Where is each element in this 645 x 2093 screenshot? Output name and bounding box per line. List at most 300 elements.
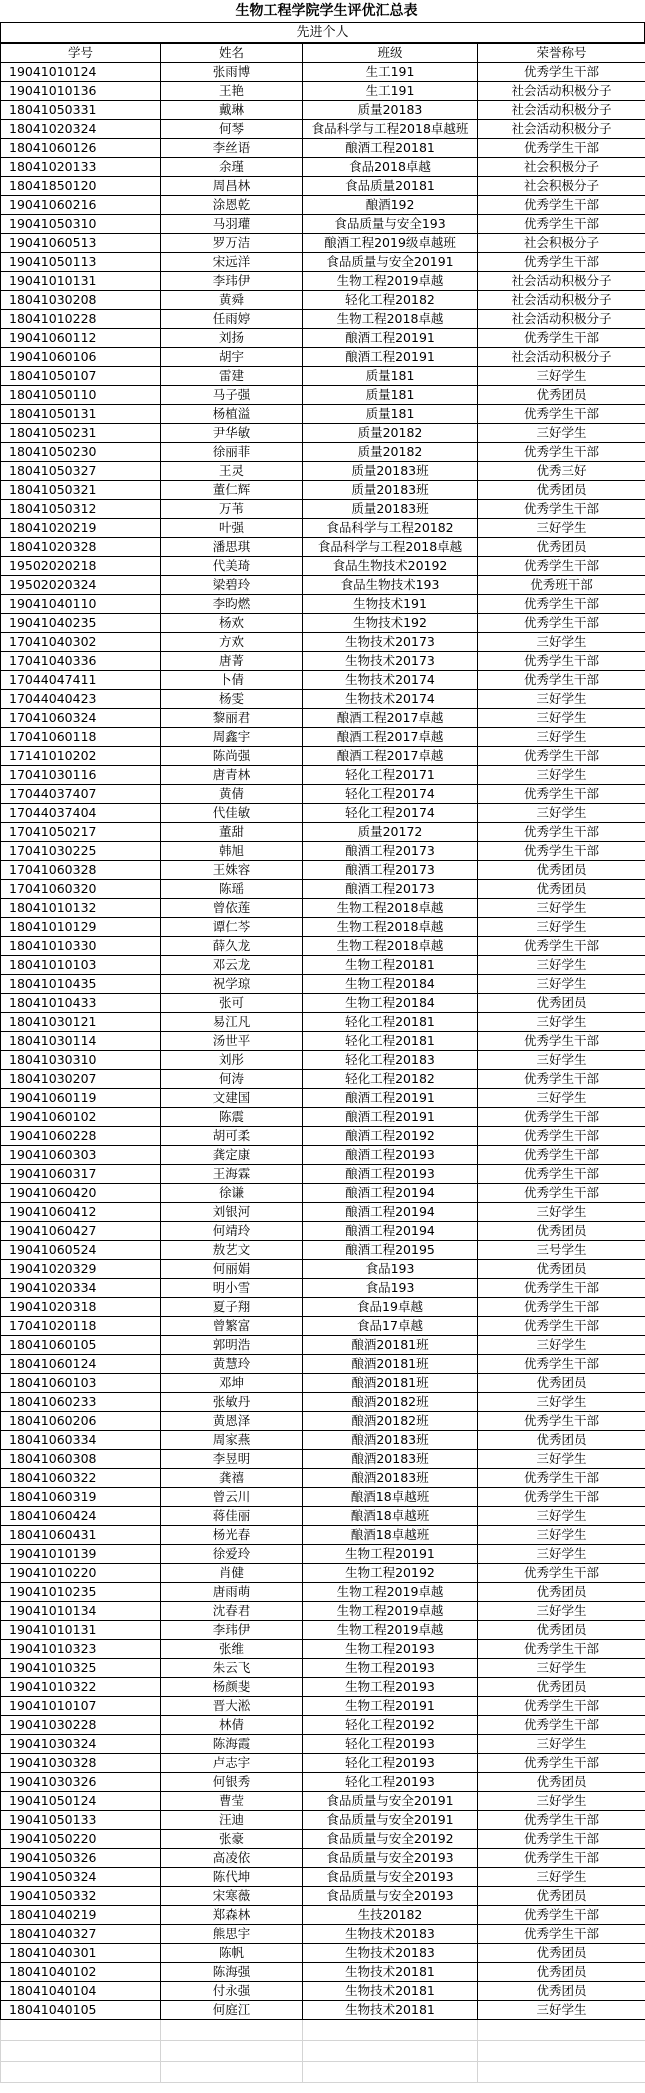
table-row[interactable]: [1, 1222, 645, 1241]
class-cell[interactable]: 轻化工程20183: [303, 1051, 478, 1070]
table-row[interactable]: [1, 120, 645, 139]
empty-cell[interactable]: [161, 2041, 303, 2062]
name-cell[interactable]: 黄恩泽: [161, 1412, 303, 1431]
honor-cell[interactable]: 优秀学生干部: [478, 652, 645, 671]
table-row[interactable]: [1, 215, 645, 234]
table-row[interactable]: [1, 1583, 645, 1602]
honor-cell[interactable]: 优秀团员: [478, 994, 645, 1013]
table-row[interactable]: [1, 405, 645, 424]
name-cell[interactable]: 王姝容: [161, 861, 303, 880]
name-cell[interactable]: 林倩: [161, 1716, 303, 1735]
student-id-cell[interactable]: 18041060334: [1, 1431, 161, 1450]
student-id-cell[interactable]: 18041040301: [1, 1944, 161, 1963]
name-cell[interactable]: 陈尚强: [161, 747, 303, 766]
table-row[interactable]: [1, 462, 645, 481]
name-cell[interactable]: 敖艺文: [161, 1241, 303, 1260]
student-id-cell[interactable]: 19041060216: [1, 196, 161, 215]
class-cell[interactable]: 质量20182: [303, 443, 478, 462]
student-id-cell[interactable]: 18041050312: [1, 500, 161, 519]
class-cell[interactable]: 生物工程2019卓越: [303, 1621, 478, 1640]
honor-cell[interactable]: 优秀团员: [478, 1222, 645, 1241]
table-row[interactable]: [1, 861, 645, 880]
name-cell[interactable]: 杨植溢: [161, 405, 303, 424]
class-cell[interactable]: 生技20182: [303, 1906, 478, 1925]
honor-cell[interactable]: 优秀学生干部: [478, 329, 645, 348]
student-id-cell[interactable]: 18041050230: [1, 443, 161, 462]
student-id-cell[interactable]: 19041020329: [1, 1260, 161, 1279]
name-cell[interactable]: 邓坤: [161, 1374, 303, 1393]
class-cell[interactable]: 生物技术192: [303, 614, 478, 633]
class-cell[interactable]: 质量20183班: [303, 481, 478, 500]
table-row[interactable]: [1, 139, 645, 158]
table-row[interactable]: [1, 823, 645, 842]
honor-cell[interactable]: 优秀学生干部: [478, 842, 645, 861]
class-cell[interactable]: 食品193: [303, 1260, 478, 1279]
name-cell[interactable]: 余瑾: [161, 158, 303, 177]
table-row[interactable]: [1, 766, 645, 785]
name-cell[interactable]: 文建国: [161, 1089, 303, 1108]
student-id-cell[interactable]: 18041040104: [1, 1982, 161, 2001]
class-cell[interactable]: 食品科学与工程20182: [303, 519, 478, 538]
name-cell[interactable]: 何银秀: [161, 1773, 303, 1792]
name-cell[interactable]: 薛久龙: [161, 937, 303, 956]
class-cell[interactable]: 轻化工程20193: [303, 1735, 478, 1754]
table-row[interactable]: [1, 1488, 645, 1507]
name-cell[interactable]: 徐爱玲: [161, 1545, 303, 1564]
student-id-cell[interactable]: 18041020219: [1, 519, 161, 538]
table-row[interactable]: [1, 348, 645, 367]
honor-cell[interactable]: 优秀团员: [478, 386, 645, 405]
name-cell[interactable]: 蒋佳丽: [161, 1507, 303, 1526]
empty-row[interactable]: [1, 2041, 645, 2062]
honor-cell[interactable]: 优秀团员: [478, 880, 645, 899]
table-row[interactable]: [1, 1621, 645, 1640]
honor-cell[interactable]: 优秀团员: [478, 1678, 645, 1697]
name-cell[interactable]: 万苇: [161, 500, 303, 519]
name-cell[interactable]: 晋大淞: [161, 1697, 303, 1716]
student-id-cell[interactable]: 19041060513: [1, 234, 161, 253]
class-cell[interactable]: 食品19卓越: [303, 1298, 478, 1317]
name-cell[interactable]: 黎丽君: [161, 709, 303, 728]
honor-cell[interactable]: 三好学生: [478, 1450, 645, 1469]
student-id-cell[interactable]: 18041060103: [1, 1374, 161, 1393]
class-cell[interactable]: 轻化工程20174: [303, 785, 478, 804]
table-row[interactable]: [1, 1279, 645, 1298]
honor-cell[interactable]: 优秀学生干部: [478, 63, 645, 82]
honor-cell[interactable]: 优秀团员: [478, 1887, 645, 1906]
student-id-cell[interactable]: 17044047411: [1, 671, 161, 690]
honor-cell[interactable]: 优秀团员: [478, 1963, 645, 1982]
name-cell[interactable]: 何涛: [161, 1070, 303, 1089]
honor-cell[interactable]: 优秀学生干部: [478, 1032, 645, 1051]
honor-cell[interactable]: 优秀学生干部: [478, 1298, 645, 1317]
honor-cell[interactable]: 优秀团员: [478, 1260, 645, 1279]
class-cell[interactable]: 生物技术20183: [303, 1944, 478, 1963]
name-cell[interactable]: 黄慧玲: [161, 1355, 303, 1374]
name-cell[interactable]: 张豪: [161, 1830, 303, 1849]
class-cell[interactable]: 生物工程20193: [303, 1640, 478, 1659]
student-id-cell[interactable]: 18041010103: [1, 956, 161, 975]
student-id-cell[interactable]: 19502020218: [1, 557, 161, 576]
table-row[interactable]: [1, 918, 645, 937]
honor-cell[interactable]: 三好学生: [478, 519, 645, 538]
honor-cell[interactable]: 优秀学生干部: [478, 405, 645, 424]
table-row[interactable]: [1, 1792, 645, 1811]
student-id-cell[interactable]: 18041050231: [1, 424, 161, 443]
name-cell[interactable]: 胡宇: [161, 348, 303, 367]
student-id-cell[interactable]: 19041010131: [1, 272, 161, 291]
class-cell[interactable]: 酿酒工程2019级卓越班: [303, 234, 478, 253]
student-id-cell[interactable]: 17041020118: [1, 1317, 161, 1336]
table-row[interactable]: [1, 1355, 645, 1374]
honor-cell[interactable]: 优秀学生干部: [478, 614, 645, 633]
table-row[interactable]: [1, 633, 645, 652]
honor-cell[interactable]: 优秀团员: [478, 1944, 645, 1963]
name-cell[interactable]: 李昀燃: [161, 595, 303, 614]
table-row[interactable]: [1, 500, 645, 519]
table-row[interactable]: [1, 557, 645, 576]
student-id-cell[interactable]: 18041020324: [1, 120, 161, 139]
class-cell[interactable]: 酿酒工程20192: [303, 1127, 478, 1146]
honor-cell[interactable]: 优秀学生干部: [478, 1070, 645, 1089]
table-row[interactable]: [1, 804, 645, 823]
class-cell[interactable]: 生物技术20174: [303, 671, 478, 690]
honor-cell[interactable]: 三好学生: [478, 899, 645, 918]
honor-cell[interactable]: 优秀学生干部: [478, 785, 645, 804]
honor-cell[interactable]: 三好学生: [478, 367, 645, 386]
name-cell[interactable]: 李玮伊: [161, 1621, 303, 1640]
student-id-cell[interactable]: 19041060317: [1, 1165, 161, 1184]
name-cell[interactable]: 罗万洁: [161, 234, 303, 253]
name-cell[interactable]: 雷建: [161, 367, 303, 386]
table-row[interactable]: [1, 1868, 645, 1887]
table-row[interactable]: [1, 424, 645, 443]
name-cell[interactable]: 卜倩: [161, 671, 303, 690]
student-id-cell[interactable]: 19041010131: [1, 1621, 161, 1640]
honor-cell[interactable]: 优秀团员: [478, 1982, 645, 2001]
honor-cell[interactable]: 三好学生: [478, 1602, 645, 1621]
class-cell[interactable]: 酿酒工程20191: [303, 1089, 478, 1108]
class-cell[interactable]: 生物工程20184: [303, 994, 478, 1013]
table-row[interactable]: [1, 1184, 645, 1203]
table-row[interactable]: [1, 1564, 645, 1583]
honor-cell[interactable]: 三好学生: [478, 1089, 645, 1108]
class-cell[interactable]: 生物技术20173: [303, 652, 478, 671]
class-cell[interactable]: 酿酒工程2017卓越: [303, 709, 478, 728]
name-cell[interactable]: 王海霖: [161, 1165, 303, 1184]
name-cell[interactable]: 张敏丹: [161, 1393, 303, 1412]
table-row[interactable]: [1, 1260, 645, 1279]
name-cell[interactable]: 代美琦: [161, 557, 303, 576]
table-row[interactable]: [1, 1203, 645, 1222]
class-cell[interactable]: 生物工程2018卓越: [303, 310, 478, 329]
name-cell[interactable]: 胡可柔: [161, 1127, 303, 1146]
honor-cell[interactable]: 优秀学生干部: [478, 1355, 645, 1374]
honor-cell[interactable]: 优秀团员: [478, 1773, 645, 1792]
class-cell[interactable]: 酿酒工程2017卓越: [303, 728, 478, 747]
student-id-cell[interactable]: 18041850120: [1, 177, 161, 196]
name-cell[interactable]: 刘彤: [161, 1051, 303, 1070]
class-cell[interactable]: 酿酒工程20191: [303, 348, 478, 367]
honor-cell[interactable]: 优秀学生干部: [478, 1849, 645, 1868]
honor-cell[interactable]: 三好学生: [478, 690, 645, 709]
name-cell[interactable]: 唐菁: [161, 652, 303, 671]
honor-cell[interactable]: 优秀学生干部: [478, 1146, 645, 1165]
class-cell[interactable]: 质量20172: [303, 823, 478, 842]
table-row[interactable]: [1, 272, 645, 291]
honor-cell[interactable]: 三好学生: [478, 1393, 645, 1412]
class-cell[interactable]: 食品质量与安全20193: [303, 1887, 478, 1906]
student-id-cell[interactable]: 18041010129: [1, 918, 161, 937]
student-id-cell[interactable]: 18041010330: [1, 937, 161, 956]
student-id-cell[interactable]: 17044037407: [1, 785, 161, 804]
name-cell[interactable]: 韩旭: [161, 842, 303, 861]
table-row[interactable]: [1, 785, 645, 804]
student-id-cell[interactable]: 18041060105: [1, 1336, 161, 1355]
table-row[interactable]: [1, 1089, 645, 1108]
table-row[interactable]: [1, 1545, 645, 1564]
student-id-cell[interactable]: 19041060228: [1, 1127, 161, 1146]
class-cell[interactable]: 生物技术20174: [303, 690, 478, 709]
table-row[interactable]: [1, 1811, 645, 1830]
class-cell[interactable]: 生物技术20173: [303, 633, 478, 652]
student-id-cell[interactable]: 19041050113: [1, 253, 161, 272]
name-cell[interactable]: 董仁辉: [161, 481, 303, 500]
honor-cell[interactable]: 三好学生: [478, 1013, 645, 1032]
student-id-cell[interactable]: 19041030324: [1, 1735, 161, 1754]
honor-cell[interactable]: 优秀学生干部: [478, 215, 645, 234]
student-id-cell[interactable]: 18041060126: [1, 139, 161, 158]
table-row[interactable]: [1, 158, 645, 177]
name-cell[interactable]: 马羽瓘: [161, 215, 303, 234]
name-cell[interactable]: 涂恩乾: [161, 196, 303, 215]
name-cell[interactable]: 张维: [161, 1640, 303, 1659]
class-cell[interactable]: 质量181: [303, 386, 478, 405]
student-id-cell[interactable]: 18041060233: [1, 1393, 161, 1412]
student-id-cell[interactable]: 19041050133: [1, 1811, 161, 1830]
student-id-cell[interactable]: 18041030114: [1, 1032, 161, 1051]
honor-cell[interactable]: 三好学生: [478, 1051, 645, 1070]
class-cell[interactable]: 轻化工程20181: [303, 1032, 478, 1051]
student-id-cell[interactable]: 19041060102: [1, 1108, 161, 1127]
name-cell[interactable]: 卢志宇: [161, 1754, 303, 1773]
honor-cell[interactable]: 优秀学生干部: [478, 557, 645, 576]
student-id-cell[interactable]: 18041040105: [1, 2001, 161, 2020]
name-cell[interactable]: 陈海强: [161, 1963, 303, 1982]
student-id-cell[interactable]: 18041060124: [1, 1355, 161, 1374]
student-id-cell[interactable]: 19041050332: [1, 1887, 161, 1906]
table-row[interactable]: [1, 899, 645, 918]
student-id-cell[interactable]: 19041030326: [1, 1773, 161, 1792]
honor-cell[interactable]: 社会活动积极分子: [478, 291, 645, 310]
honor-cell[interactable]: 优秀学生干部: [478, 1488, 645, 1507]
student-id-cell[interactable]: 19041050124: [1, 1792, 161, 1811]
class-cell[interactable]: 食品质量与安全20193: [303, 1849, 478, 1868]
honor-cell[interactable]: 优秀学生干部: [478, 1127, 645, 1146]
student-id-cell[interactable]: 18041030121: [1, 1013, 161, 1032]
student-id-cell[interactable]: 18041060431: [1, 1526, 161, 1545]
class-cell[interactable]: 质量181: [303, 367, 478, 386]
student-id-cell[interactable]: 17041050217: [1, 823, 161, 842]
honor-cell[interactable]: 优秀学生干部: [478, 1906, 645, 1925]
student-id-cell[interactable]: 17041060118: [1, 728, 161, 747]
honor-cell[interactable]: 优秀学生干部: [478, 1279, 645, 1298]
class-cell[interactable]: 生工191: [303, 63, 478, 82]
table-row[interactable]: [1, 614, 645, 633]
class-cell[interactable]: 轻化工程20174: [303, 804, 478, 823]
honor-cell[interactable]: 三好学生: [478, 1526, 645, 1545]
student-id-cell[interactable]: 17041060328: [1, 861, 161, 880]
table-row[interactable]: [1, 1754, 645, 1773]
empty-cell[interactable]: [303, 2041, 478, 2062]
table-row[interactable]: [1, 1925, 645, 1944]
class-cell[interactable]: 生物技术20181: [303, 2001, 478, 2020]
honor-cell[interactable]: 社会活动积极分子: [478, 348, 645, 367]
table-row[interactable]: [1, 1735, 645, 1754]
class-cell[interactable]: 酿酒20183班: [303, 1431, 478, 1450]
table-row[interactable]: [1, 576, 645, 595]
table-row[interactable]: [1, 1716, 645, 1735]
class-cell[interactable]: 轻化工程20192: [303, 1716, 478, 1735]
name-cell[interactable]: 王灵: [161, 462, 303, 481]
table-row[interactable]: [1, 1507, 645, 1526]
name-cell[interactable]: 周家燕: [161, 1431, 303, 1450]
honor-cell[interactable]: 三好学生: [478, 1545, 645, 1564]
student-id-cell[interactable]: 18041050321: [1, 481, 161, 500]
honor-cell[interactable]: 三号学生: [478, 1241, 645, 1260]
student-id-cell[interactable]: 18041040219: [1, 1906, 161, 1925]
class-cell[interactable]: 食品质量与安全193: [303, 215, 478, 234]
class-cell[interactable]: 生物工程20181: [303, 956, 478, 975]
student-id-cell[interactable]: 18041030208: [1, 291, 161, 310]
class-cell[interactable]: 食品2018卓越: [303, 158, 478, 177]
honor-cell[interactable]: 三好学生: [478, 709, 645, 728]
honor-cell[interactable]: 社会积极分子: [478, 158, 645, 177]
name-cell[interactable]: 任雨婷: [161, 310, 303, 329]
name-cell[interactable]: 曾繁富: [161, 1317, 303, 1336]
class-cell[interactable]: 生物工程2019卓越: [303, 1583, 478, 1602]
name-cell[interactable]: 马子强: [161, 386, 303, 405]
table-row[interactable]: [1, 481, 645, 500]
student-id-cell[interactable]: 18041050110: [1, 386, 161, 405]
name-cell[interactable]: 朱云飞: [161, 1659, 303, 1678]
name-cell[interactable]: 龚禧: [161, 1469, 303, 1488]
honor-cell[interactable]: 优秀学生干部: [478, 1184, 645, 1203]
honor-cell[interactable]: 三好学生: [478, 1792, 645, 1811]
table-row[interactable]: [1, 652, 645, 671]
student-id-cell[interactable]: 19041010124: [1, 63, 161, 82]
honor-cell[interactable]: 三好学生: [478, 918, 645, 937]
class-cell[interactable]: 酿酒工程20173: [303, 880, 478, 899]
class-cell[interactable]: 食品质量与安全20192: [303, 1830, 478, 1849]
student-id-cell[interactable]: 17041060320: [1, 880, 161, 899]
honor-cell[interactable]: 优秀学生干部: [478, 1412, 645, 1431]
honor-cell[interactable]: 优秀学生干部: [478, 139, 645, 158]
table-row[interactable]: [1, 234, 645, 253]
class-cell[interactable]: 食品生物技术193: [303, 576, 478, 595]
name-cell[interactable]: 周鑫宇: [161, 728, 303, 747]
honor-cell[interactable]: 优秀学生干部: [478, 747, 645, 766]
class-cell[interactable]: 酿酒18卓越班: [303, 1507, 478, 1526]
honor-cell[interactable]: 社会活动积极分子: [478, 310, 645, 329]
student-id-cell[interactable]: 18041060206: [1, 1412, 161, 1431]
student-id-cell[interactable]: 17041040302: [1, 633, 161, 652]
name-cell[interactable]: 何丽娟: [161, 1260, 303, 1279]
name-cell[interactable]: 黄舜: [161, 291, 303, 310]
honor-cell[interactable]: 三好学生: [478, 1336, 645, 1355]
class-cell[interactable]: 酿酒20181班: [303, 1374, 478, 1393]
empty-cell[interactable]: [478, 2020, 645, 2041]
student-id-cell[interactable]: 19041060412: [1, 1203, 161, 1222]
name-cell[interactable]: 易江凡: [161, 1013, 303, 1032]
student-id-cell[interactable]: 17044040423: [1, 690, 161, 709]
table-row[interactable]: [1, 1982, 645, 2001]
table-row[interactable]: [1, 1659, 645, 1678]
name-cell[interactable]: 祝学琼: [161, 975, 303, 994]
student-id-cell[interactable]: 18041060308: [1, 1450, 161, 1469]
name-cell[interactable]: 陈代坤: [161, 1868, 303, 1887]
name-cell[interactable]: 李丝语: [161, 139, 303, 158]
name-cell[interactable]: 汪迪: [161, 1811, 303, 1830]
student-id-cell[interactable]: 18041040327: [1, 1925, 161, 1944]
table-row[interactable]: [1, 1640, 645, 1659]
student-id-cell[interactable]: 19041060524: [1, 1241, 161, 1260]
class-cell[interactable]: 轻化工程20182: [303, 291, 478, 310]
table-row[interactable]: [1, 842, 645, 861]
table-row[interactable]: [1, 329, 645, 348]
name-cell[interactable]: 方欢: [161, 633, 303, 652]
class-cell[interactable]: 酿酒工程20193: [303, 1146, 478, 1165]
student-id-cell[interactable]: 18041020328: [1, 538, 161, 557]
student-id-cell[interactable]: 17041030116: [1, 766, 161, 785]
table-row[interactable]: [1, 1697, 645, 1716]
empty-cell[interactable]: [478, 2041, 645, 2062]
name-cell[interactable]: 徐丽菲: [161, 443, 303, 462]
table-row[interactable]: [1, 1412, 645, 1431]
class-cell[interactable]: 生物工程20193: [303, 1678, 478, 1697]
name-cell[interactable]: 代佳敏: [161, 804, 303, 823]
empty-cell[interactable]: [303, 2020, 478, 2041]
student-id-cell[interactable]: 19041010139: [1, 1545, 161, 1564]
table-row[interactable]: [1, 709, 645, 728]
student-id-cell[interactable]: 18041050327: [1, 462, 161, 481]
table-row[interactable]: [1, 1127, 645, 1146]
student-id-cell[interactable]: 19041060112: [1, 329, 161, 348]
name-cell[interactable]: 戴琳: [161, 101, 303, 120]
student-id-cell[interactable]: 18041050131: [1, 405, 161, 424]
honor-cell[interactable]: 社会活动积极分子: [478, 82, 645, 101]
empty-row[interactable]: [1, 2020, 645, 2041]
class-cell[interactable]: 食品17卓越: [303, 1317, 478, 1336]
class-cell[interactable]: 食品质量与安全20191: [303, 1792, 478, 1811]
empty-cell[interactable]: [161, 2062, 303, 2083]
class-cell[interactable]: 食品质量与安全20191: [303, 253, 478, 272]
class-cell[interactable]: 质量181: [303, 405, 478, 424]
table-row[interactable]: [1, 1336, 645, 1355]
name-cell[interactable]: 郑森林: [161, 1906, 303, 1925]
name-cell[interactable]: 邓云龙: [161, 956, 303, 975]
class-cell[interactable]: 食品科学与工程2018卓越: [303, 538, 478, 557]
honor-cell[interactable]: 社会积极分子: [478, 234, 645, 253]
class-cell[interactable]: 食品科学与工程2018卓越班: [303, 120, 478, 139]
table-row[interactable]: [1, 443, 645, 462]
empty-cell[interactable]: [1, 2020, 161, 2041]
honor-cell[interactable]: 三好学生: [478, 766, 645, 785]
class-cell[interactable]: 轻化工程20193: [303, 1773, 478, 1792]
name-cell[interactable]: 李昱明: [161, 1450, 303, 1469]
honor-cell[interactable]: 优秀学生干部: [478, 937, 645, 956]
name-cell[interactable]: 龚定康: [161, 1146, 303, 1165]
